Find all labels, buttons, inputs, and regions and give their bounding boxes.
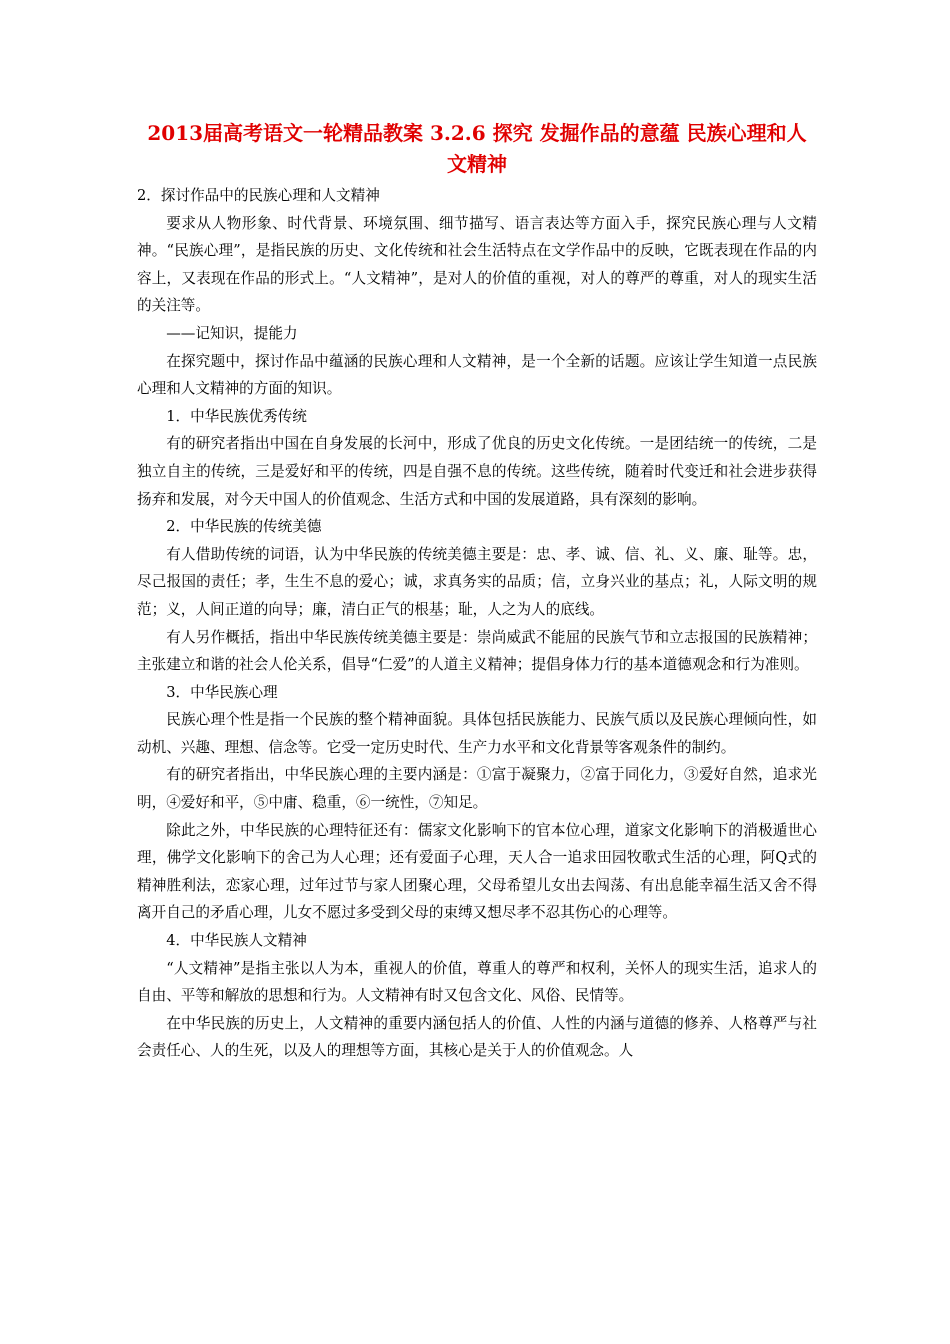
paragraph: 有人另作概括，指出中华民族传统美德主要是：崇尚威武不能屈的民族气节和立志报国的民族精神；主张建立和谐的社会人伦关系，倡导“仁爱”的人道主义精神；提倡身体力行的基本道德观念和行为准则。: [137, 628, 817, 674]
subheading: 2．中华民族的传统美德: [166, 518, 322, 536]
document-page: [137, 118, 817, 1065]
paragraph: 除此之外，中华民族的心理特征还有：儒家文化影响下的官本位心理，道家文化影响下的消极遁世心理，佛学文化影响下的舍己为人心理；还有爱面子心理，天人合一追求田园牧歌式生活的心理，阿Q式的精神胜利法，恋家心理，过年过节与家人团聚心理，父母希望儿女出去闯荡、有出息能幸福生活又舍不得离开自己的矛盾心理，儿女不愿过多受到父母的束缚又想尽孝不忍其伤心的心理等。: [137, 821, 817, 922]
paragraph: 有的研究者指出中国在自身发展的长河中，形成了优良的历史文化传统。一是团结统一的传统，二是独立自主的传统，三是爱好和平的传统，四是自强不息的传统。这些传统，随着时代变迁和社会进步获得扬弃和发展，对今天中国人的价值观念、生活方式和中国的发展道路，具有深刻的影响。: [137, 435, 817, 508]
paragraph: 民族心理个性是指一个民族的整个精神面貌。具体包括民族能力、民族气质以及民族心理倾向性，如动机、兴趣、理想、信念等。它受一定历史时代、生产力水平和文化背景等客观条件的制约。: [137, 711, 817, 756]
paragraph: 在探究题中，探讨作品中蕴涵的民族心理和人文精神，是一个全新的话题。应该让学生知道一点民族心理和人文精神的方面的知识。: [137, 352, 817, 398]
subheading: ——记知识，提能力: [166, 324, 298, 342]
paragraph: 有的研究者指出，中华民族心理的主要内涵是：①富于凝聚力，②富于同化力，③爱好自然，追求光明，④爱好和平，⑤中庸、稳重，⑥一统性，⑦知足。: [137, 766, 817, 812]
paragraph: 要求从人物形象、时代背景、环境氛围、细节描写、语言表达等方面入手，探究民族心理与人文精神。“民族心理”，是指民族的历史、文化传统和社会生活特点在文学作品中的反映，它既表现在作品的内容上，又表现在作品的形式上。“人文精神”，是对人的价值的重视，对人的尊严的尊重，对人的现实生活的关注等。: [137, 214, 817, 315]
paragraph: 在中华民族的历史上，人文精神的重要内涵包括人的价值、人性的内涵与道德的修养、人格尊严与社会责任心、人的生死，以及人的理想等方面，其核心是关于人的价值观念。人: [137, 1014, 817, 1060]
subheading: 3．中华民族心理: [166, 683, 278, 701]
subheading: 4．中华民族人文精神: [166, 932, 307, 950]
section-heading: 2．探讨作品中的民族心理和人文精神: [137, 187, 380, 204]
paragraph: 有人借助传统的词语，认为中华民族的传统美德主要是：忠、孝、诚、信、礼、义、廉、耻等。忠，尽己报国的责任；孝，生生不息的爱心；诚，求真务实的品质；信，立身兴业的基点；礼，人际文明的规范；义，人间正道的向导；廉，清白正气的根基；耻，人之为人的底线。: [137, 545, 817, 618]
document-title: 2013届高考语文一轮精品教案 3.2.6 探究 发掘作品的意蕴 民族心理和人文精神: [147, 121, 807, 176]
subheading: 1．中华民族优秀传统: [166, 407, 307, 425]
paragraph: “人文精神”是指主张以人为本，重视人的价值，尊重人的尊严和权利，关怀人的现实生活，追求人的自由、平等和解放的思想和行为。人文精神有时又包含文化、风俗、民情等。: [137, 959, 817, 1005]
